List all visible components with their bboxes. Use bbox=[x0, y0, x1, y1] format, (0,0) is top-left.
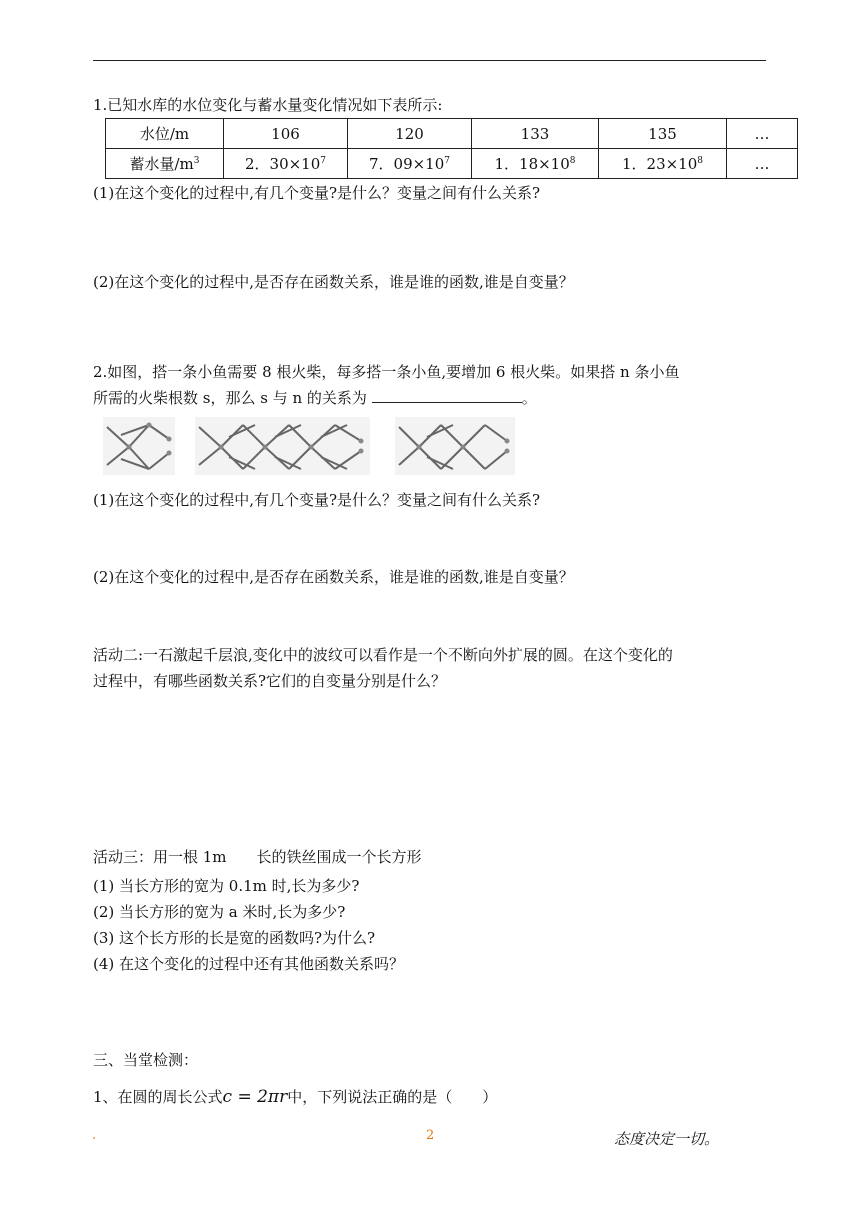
section3-heading: 三、当堂检测： bbox=[93, 1051, 199, 1069]
header-rule bbox=[93, 60, 766, 61]
table-cell: 106 bbox=[224, 119, 348, 149]
activity2-line1: 活动二:一石激起千层浪,变化中的波纹可以看作是一个不断向外扩展的圆。在这个变化的 bbox=[93, 646, 673, 664]
matchstick-fish-3 bbox=[195, 417, 370, 475]
footer-dot: . bbox=[92, 1128, 97, 1143]
footer-motto: 态度决定一切。 bbox=[614, 1130, 720, 1148]
activity2-line2: 过程中，有哪些函数关系?它们的自变量分别是什么？ bbox=[93, 672, 447, 690]
fish-figure-1 bbox=[103, 417, 175, 475]
table-cell: 1．$18\times 10^8$ bbox=[472, 149, 599, 179]
activity3-item: (2) 当长方形的宽为 a 米时,长为多少? bbox=[93, 903, 346, 921]
table-row bbox=[106, 119, 798, 149]
activity3-item: (4) 在这个变化的过程中还有其他函数关系吗？ bbox=[93, 955, 405, 973]
table-cell: 2．$30\times 10^7$ bbox=[224, 149, 348, 179]
section3-q1-before: 1、在圆的周长公式 bbox=[93, 1088, 223, 1106]
table-cell: 水位/m bbox=[106, 119, 224, 149]
table-cell: 1．$23\times 10^8$ bbox=[599, 149, 727, 179]
fish-figure-3 bbox=[195, 417, 370, 475]
q1-title: 1.已知水库的水位变化与蓄水量变化情况如下表所示: bbox=[93, 96, 443, 114]
q2-line2 bbox=[93, 388, 537, 408]
table-cell: 133 bbox=[472, 119, 599, 149]
table-row bbox=[106, 149, 798, 179]
table-cell: … bbox=[727, 149, 798, 179]
section3-q1 bbox=[93, 1087, 497, 1107]
activity3-title: 活动三：用一根 1m 长的铁丝围成一个长方形 bbox=[93, 848, 422, 866]
q1-sub2: (2)在这个变化的过程中,是否存在函数关系，谁是谁的函数,谁是自变量？ bbox=[93, 273, 574, 291]
table-cell: 120 bbox=[348, 119, 472, 149]
q2-line1: 2.如图，搭一条小鱼需要 8 根火柴，每多搭一条小鱼,要增加 6 根火柴。如果搭 n 条小鱼 bbox=[93, 363, 680, 381]
circumference-formula: c = 2πr bbox=[222, 1087, 288, 1107]
q2-line2-end: 。 bbox=[521, 389, 537, 407]
section3-q1-after: 中，下列说法正确的是（ ） bbox=[287, 1088, 498, 1106]
table-cell: 蓄水量$/m^3$ bbox=[106, 149, 224, 179]
activity3-item: (3) 这个长方形的长是宽的函数吗?为什么? bbox=[93, 929, 376, 947]
q2-line2-text: 所需的火柴根数 s，那么 s 与 n 的关系为 bbox=[93, 389, 367, 407]
table-cell: 135 bbox=[599, 119, 727, 149]
q2-sub2: (2)在这个变化的过程中,是否存在函数关系，谁是谁的函数,谁是自变量？ bbox=[93, 568, 574, 586]
matchstick-fish-2 bbox=[395, 417, 515, 475]
activity3-item: (1) 当长方形的宽为 0.1m 时,长为多少? bbox=[93, 877, 360, 895]
water-table bbox=[105, 118, 798, 179]
matchstick-fish-1 bbox=[103, 417, 175, 475]
fish-figure-2 bbox=[395, 417, 515, 475]
q1-sub1: (1)在这个变化的过程中,有几个变量?是什么？变量之间有什么关系? bbox=[93, 184, 541, 202]
page-number: 2 bbox=[426, 1128, 435, 1143]
q2-sub1: (1)在这个变化的过程中,有几个变量?是什么？变量之间有什么关系? bbox=[93, 491, 541, 509]
table-cell: 7．$09\times 10^7$ bbox=[348, 149, 472, 179]
table-cell: … bbox=[727, 119, 798, 149]
answer-blank[interactable] bbox=[372, 388, 522, 403]
